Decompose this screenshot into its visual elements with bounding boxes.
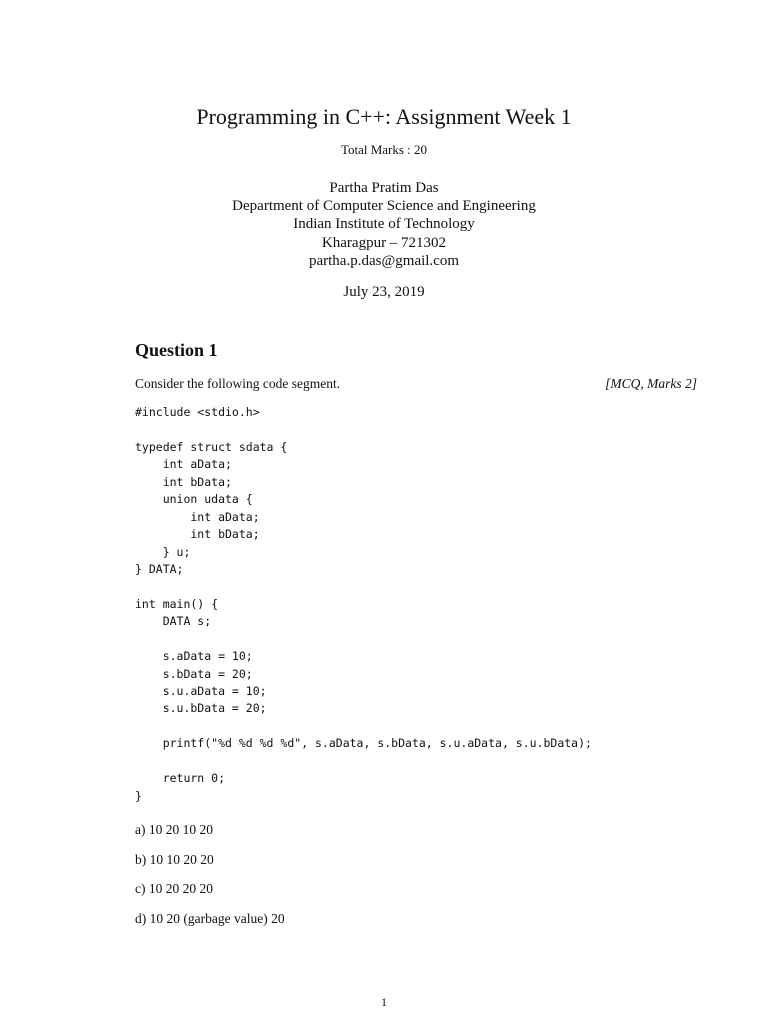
author-email: partha.p.das@gmail.com	[308, 252, 460, 269]
code-line: } DATA;	[135, 561, 184, 576]
option-a: a) 10 20 10 20	[135, 822, 213, 837]
code-line	[135, 718, 592, 735]
code-line	[135, 578, 592, 595]
code-line: int bData;	[135, 474, 232, 489]
code-line	[135, 421, 592, 438]
code-line	[135, 753, 592, 770]
code-line: int main() {	[135, 596, 219, 611]
code-line: DATA s;	[135, 614, 212, 629]
option-b: b) 10 10 20 20	[135, 851, 214, 867]
code-line: typedef struct sdata {	[135, 439, 288, 454]
author-location: Kharagpur – 721302	[321, 234, 447, 251]
code-line: s.aData = 10;	[135, 649, 253, 664]
author-department: Department of Computer Science and Engineering	[232, 198, 536, 215]
author-block	[0, 179, 768, 270]
code-line: #include <stdio.h>	[135, 405, 260, 419]
question-heading: Question 1	[135, 340, 218, 360]
author-name: Partha Pratim Das	[329, 180, 439, 196]
code-line: s.bData = 20;	[135, 666, 253, 681]
document-date: July 23, 2019	[343, 284, 425, 300]
total-marks: Total Marks : 20	[340, 142, 428, 157]
code-line: return 0;	[135, 771, 226, 786]
code-line: int aData;	[135, 509, 260, 524]
question-intro: Consider the following code segment.	[135, 376, 341, 391]
code-line: int bData;	[135, 527, 260, 542]
code-line: printf("%d %d %d %d", s.aData, s.bData, s.u.aData, s.u.bData);	[135, 736, 592, 751]
author-institute: Indian Institute of Technology	[293, 216, 475, 233]
code-line: }	[135, 788, 142, 803]
code-block	[135, 404, 592, 805]
code-line: union udata {	[135, 492, 253, 507]
code-line: s.u.bData = 20;	[135, 701, 267, 716]
code-line	[135, 631, 592, 648]
code-line: s.u.aData = 10;	[135, 684, 267, 698]
option-c: c) 10 20 20 20	[135, 881, 213, 896]
option-d: d) 10 20 (garbage value) 20	[135, 910, 285, 926]
code-line: } u;	[135, 544, 191, 559]
answer-options	[135, 822, 285, 940]
document-title: Programming in C++: Assignment Week 1	[196, 104, 572, 129]
question-marks: [MCQ, Marks 2]	[605, 376, 697, 391]
code-line: int aData;	[135, 457, 232, 472]
page-number: 1	[381, 995, 387, 1009]
